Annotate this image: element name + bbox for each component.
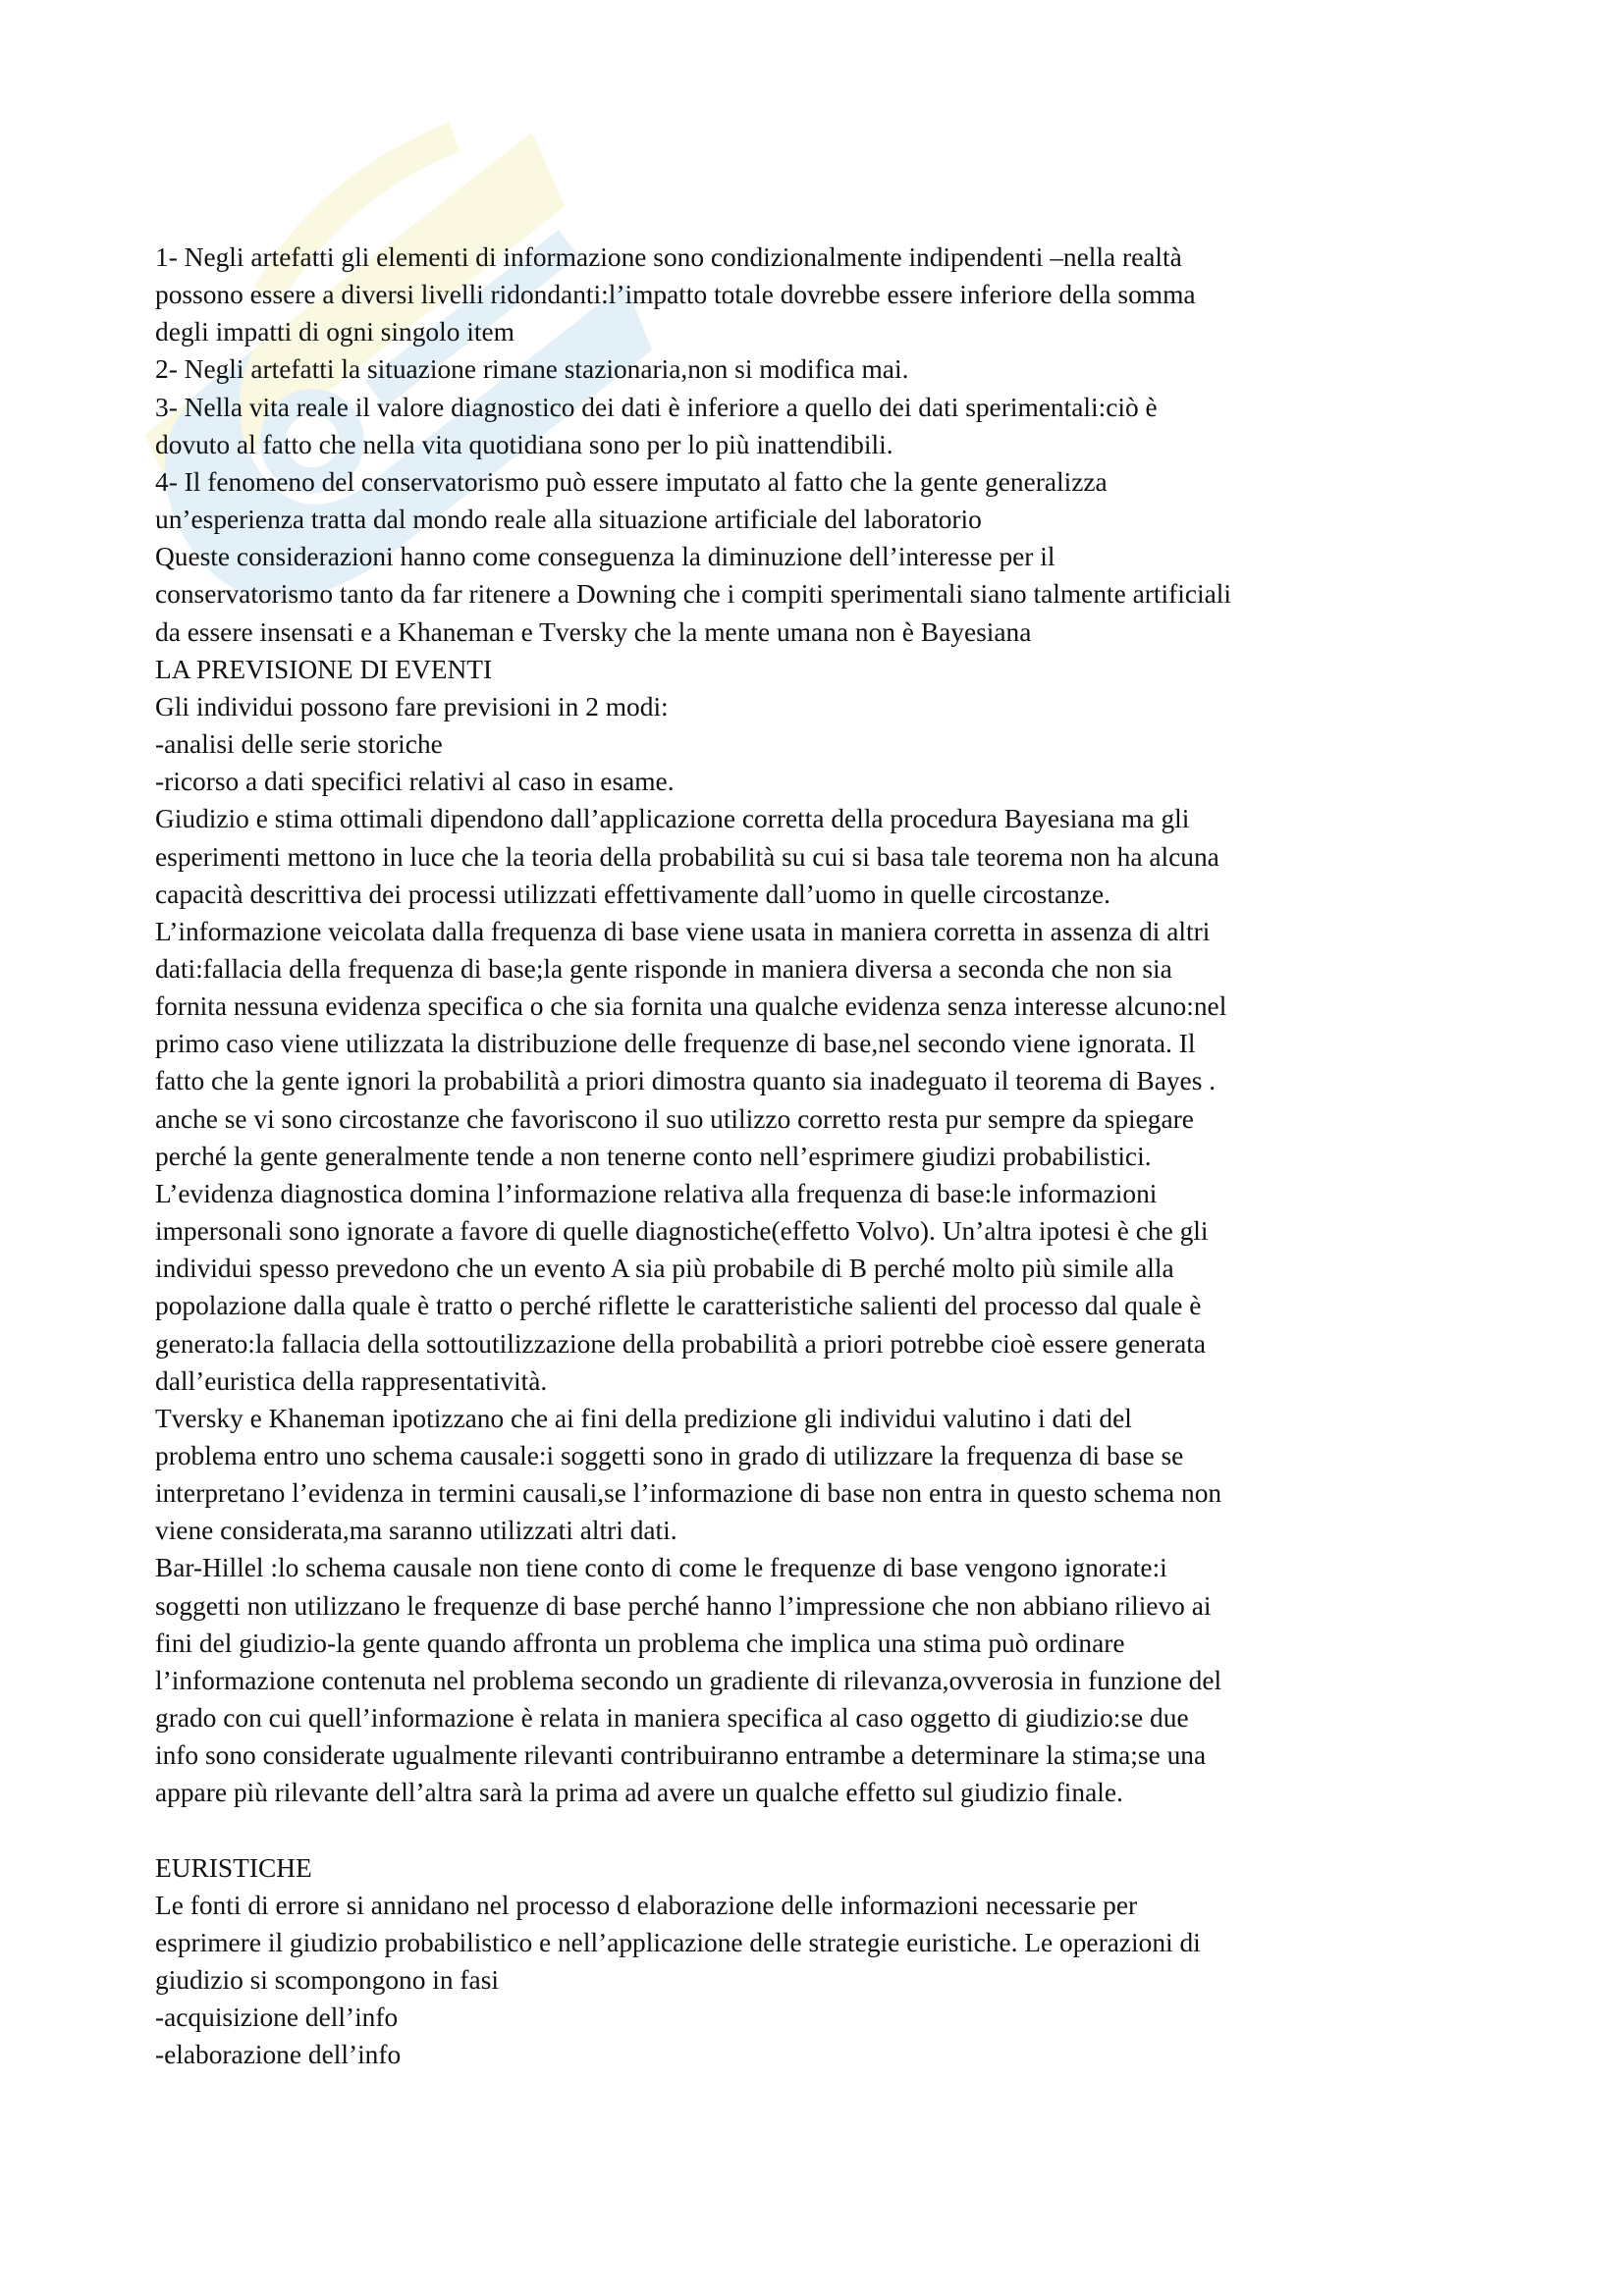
text-line: viene considerata,ma saranno utilizzati altri dati.: [155, 1516, 677, 1546]
text-line: -acquisizione dell’info: [155, 2002, 399, 2033]
text-line: fini del giudizio-la gente quando affronta un problema che implica una stima può ordinare: [155, 1628, 1125, 1658]
blank-line: [155, 1812, 1490, 1849]
text-line: L’evidenza diagnostica domina l’informazione relativa alla frequenza di base:le informazioni: [155, 1178, 1158, 1208]
text-line: dall’euristica della rappresentatività.: [155, 1365, 548, 1396]
text-line: anche se vi sono circostanze che favoriscono il suo utilizzo corretto resta pur sempre da spiegare: [155, 1103, 1194, 1134]
text-line: esprimere il giudizio probabilistico e nell’applicazione delle strategie euristiche. Le operazioni di: [155, 1928, 1201, 1958]
text-line: 2- Negli artefatti la situazione rimane stazionaria,non si modifica mai.: [155, 354, 909, 385]
text-line: Gli individui possono fare previsioni in 2 modi:: [155, 691, 669, 721]
text-line: impersonali sono ignorate a favore di quelle diagnostiche(effetto Volvo). Un’altra ipotesi è che gli: [155, 1216, 1209, 1247]
text-line: EURISTICHE: [155, 1852, 312, 1883]
text-line: l’informazione contenuta nel problema secondo un gradiente di rilevanza,ovverosia in funzione del: [155, 1665, 1222, 1695]
text-line: generato:la fallacia della sottoutilizzazione della probabilità a priori potrebbe cioè essere generata: [155, 1328, 1207, 1359]
text-line: perché la gente generalmente tende a non tenerne conto nell’esprimere giudizi probabilistici.: [155, 1141, 1152, 1171]
text-line: 4- Il fenomeno del conservatorismo può essere imputato al fatto che la gente generalizza: [155, 466, 1108, 497]
text-line: problema entro uno schema causale:i soggetti sono in grado di utilizzare la frequenza di base se: [155, 1441, 1184, 1470]
text-line: -analisi delle serie storiche: [155, 729, 443, 760]
text-line: 3- Nella vita reale il valore diagnostico dei dati è inferiore a quello dei dati sperimentali:ciò è: [155, 392, 1158, 422]
text-line: fatto che la gente ignori la probabilità a priori dimostra quanto sia inadeguato il teorema di Bayes .: [155, 1066, 1217, 1096]
document-body: [155, 239, 1490, 2074]
text-line: info sono considerate ugualmente rilevanti contribuiranno entrambe a determinare la stima;se una: [155, 1740, 1207, 1771]
text-line: dati:fallacia della frequenza di base;la gente risponde in maniera diversa a seconda che non sia: [155, 953, 1172, 984]
text-line: -elaborazione dell’info: [155, 2040, 402, 2070]
text-line: esperimenti mettono in luce che la teoria della probabilità su cui si basa tale teorema non ha alcuna: [155, 841, 1219, 872]
text-line: un’esperienza tratta dal mondo reale alla situazione artificiale del laboratorio: [155, 505, 982, 535]
text-line: giudizio si scompongono in fasi: [155, 1965, 499, 1996]
text-line: primo caso viene utilizzata la distribuzione delle frequenze di base,nel secondo viene ignorata. Il: [155, 1029, 1196, 1059]
text-line: 1- Negli artefatti gli elementi di informazione sono condizionalmente indipendenti –nella realtà: [155, 242, 1182, 272]
text-line: individui spesso prevedono che un evento A sia più probabile di B perché molto più simile alla: [155, 1254, 1174, 1284]
text-line: fornita nessuna evidenza specifica o che sia fornita una qualche evidenza senza interesse alcuno:nel: [155, 991, 1227, 1022]
text-line: popolazione dalla quale è tratto o perché riflette le caratteristiche salienti del processo dal quale è: [155, 1291, 1202, 1321]
text-line: appare più rilevante dell’altra sarà la prima ad avere un qualche effetto sul giudizio finale.: [155, 1778, 1123, 1808]
text-line: Tversky e Khaneman ipotizzano che ai fini della predizione gli individui valutino i dati del: [155, 1403, 1132, 1433]
text-line: possono essere a diversi livelli ridondanti:l’impatto totale dovrebbe essere inferiore della somma: [155, 280, 1196, 310]
text-line: Queste considerazioni hanno come conseguenza la diminuzione dell’interesse per il: [155, 542, 1055, 572]
text-line: Bar-Hillel :lo schema causale non tiene conto di come le frequenze di base vengono ignorate:i: [155, 1553, 1167, 1583]
text-line: soggetti non utilizzano le frequenze di base perché hanno l’impressione che non abbiano rilievo ai: [155, 1590, 1212, 1621]
text-line: Giudizio e stima ottimali dipendono dall’applicazione corretta della procedura Bayesiana ma gli: [155, 804, 1190, 834]
text-line: grado con cui quell’informazione è relata in maniera specifica al caso oggetto di giudizio:se due: [155, 1703, 1189, 1734]
text-line: Le fonti di errore si annidano nel processo d elaborazione delle informazioni necessarie per: [155, 1890, 1138, 1920]
text-line: da essere insensati e a Khaneman e Tversky che la mente umana non è Bayesiana: [155, 616, 1032, 647]
text-line: -ricorso a dati specifici relativi al caso in esame.: [155, 767, 675, 797]
text-line: L’informazione veicolata dalla frequenza di base viene usata in maniera corretta in assenza di altri: [155, 916, 1211, 946]
text-line: LA PREVISIONE DI EVENTI: [155, 654, 493, 684]
text-line: degli impatti di ogni singolo item: [155, 317, 514, 347]
text-line: conservatorismo tanto da far ritenere a Downing che i compiti sperimentali siano talmente artificiali: [155, 579, 1231, 610]
text-line: interpretano l’evidenza in termini causali,se l’informazione di base non entra in questo schema non: [155, 1478, 1222, 1509]
text-line: capacità descrittiva dei processi utilizzati effettivamente dall’uomo in quelle circostanze.: [155, 879, 1110, 909]
text-line: dovuto al fatto che nella vita quotidiana sono per lo più inattendibili.: [155, 429, 893, 459]
